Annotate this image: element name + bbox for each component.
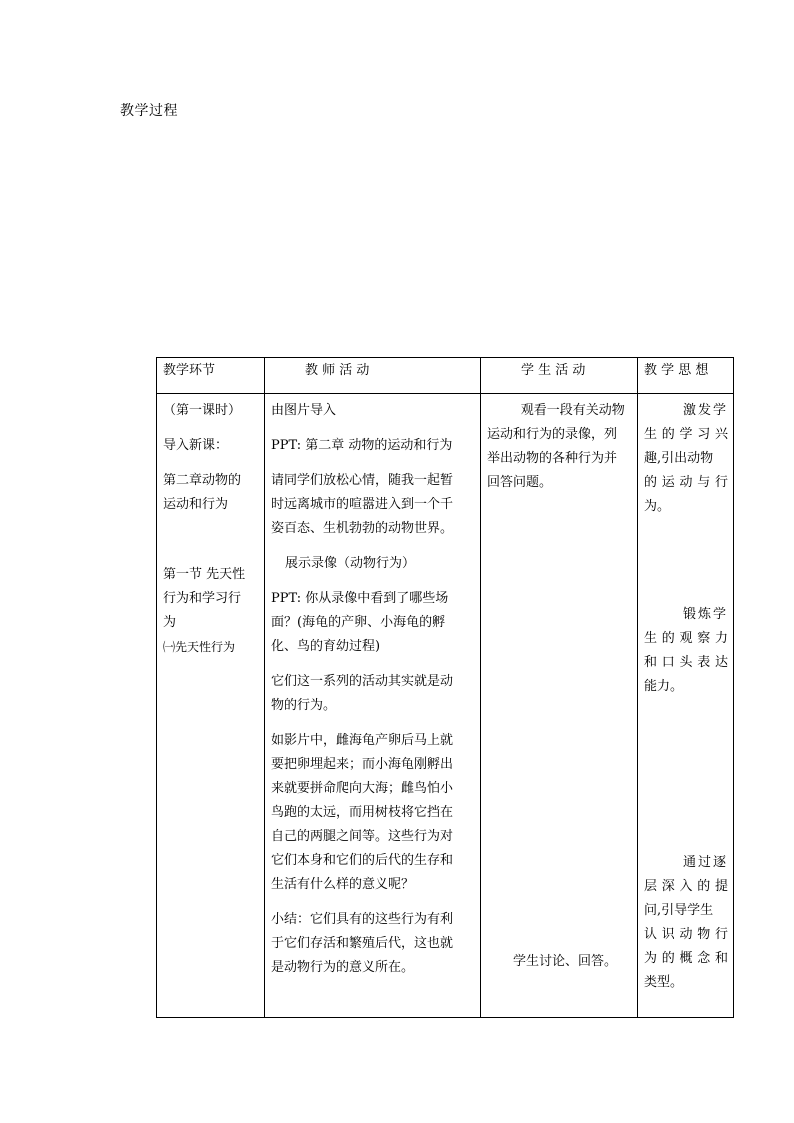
teacher-text-line: 化、鸟的育幼过程) <box>271 639 381 654</box>
teacher-text-line: 来就要拼命爬向大海；雌鸟怕小 <box>271 781 454 796</box>
idea-text-line: 和口头表达 <box>644 655 728 670</box>
teacher-text-line: 如影片中，雌海龟产卵后马上就 <box>271 733 454 748</box>
idea-text-line: 层深入的提 <box>644 879 728 894</box>
student-text-line: 举出动物的各种行为并 <box>487 451 618 466</box>
stage-section-line: 行为和学习行 <box>163 591 242 606</box>
teacher-text-line: 由图片导入 <box>271 403 337 418</box>
stage-chapter-line: 运动和行为 <box>163 497 229 512</box>
student-activity-cell <box>481 394 638 1018</box>
stage-chapter-line: 第二章动物的 <box>163 473 242 488</box>
idea-text-line: 激发学 <box>682 403 728 418</box>
stage-intro-label: 导入新课： <box>163 438 229 453</box>
teacher-text-line: 请同学们放松心情，随我一起暂 <box>271 473 454 488</box>
idea-text-line: 通过逐 <box>682 855 728 870</box>
student-text-line: 学生讨论、回答。 <box>513 954 618 969</box>
table-row <box>157 394 734 1018</box>
idea-text-line: 的运动与行 <box>644 475 728 490</box>
page-heading: 教学过程 <box>120 103 178 119</box>
idea-text-line: 能力。 <box>644 679 684 694</box>
teacher-text-line: 它们本身和它们的后代的生存和 <box>271 853 454 868</box>
teacher-text-line: 小结：它们具有的这些行为有利 <box>271 912 454 927</box>
teacher-text-line: 它们这一系列的活动其实就是动 <box>271 674 454 689</box>
idea-text-line: 类型。 <box>644 975 684 990</box>
teacher-text-line: 展示录像（动物行为） <box>285 556 416 571</box>
idea-text-line: 趣,引出动物 <box>644 451 714 466</box>
teaching-idea-cell <box>638 394 734 1018</box>
idea-text-line: 为的概念和 <box>644 951 728 966</box>
idea-text-line: 问,引导学生 <box>644 903 714 918</box>
table-header-row <box>157 358 734 394</box>
stage-section-line: 第一节 先天性 <box>163 567 246 582</box>
idea-text-line: 生的学习兴 <box>644 427 728 442</box>
teacher-text-line: PPT: 第二章 动物的运动和行为 <box>271 438 453 453</box>
teacher-text-line: 于它们存活和繁殖后代，这也就 <box>271 936 454 951</box>
teacher-text-line: 自己的两腿之间等。这些行为对 <box>271 829 454 844</box>
teacher-text-line: 时远离城市的喧嚣进入到一个千 <box>271 497 454 512</box>
stage-lesson-label: （第一课时） <box>163 403 242 418</box>
student-text-line: 观看一段有关动物 <box>520 403 625 418</box>
stage-subsection-label: ㈠先天性行为 <box>163 640 236 654</box>
teacher-text-line: 物的行为。 <box>271 698 337 713</box>
student-text-line: 运动和行为的录像，列 <box>487 427 618 442</box>
idea-text-line: 为。 <box>644 499 671 514</box>
student-text-line: 回答问题。 <box>487 475 553 490</box>
teacher-text-line: 鸟跑的太远，而用树枝将它挡在 <box>271 805 454 820</box>
teacher-text-line: 是动物行为的意义所在。 <box>271 960 415 975</box>
stage-cell <box>157 394 265 1018</box>
lesson-plan-table <box>156 357 734 1018</box>
teacher-text-line: 要把卵埋起来；而小海龟刚孵出 <box>271 757 454 772</box>
header-cell-idea: 教 学 思 想 <box>638 358 734 394</box>
teacher-activity-cell <box>265 394 481 1018</box>
header-cell-student: 学 生 活 动 <box>481 358 638 394</box>
stage-section-line: 为 <box>163 615 177 630</box>
idea-text-line: 锻炼学 <box>682 607 728 622</box>
teacher-text-line: PPT: 你从录像中看到了哪些场 <box>271 591 449 606</box>
header-cell-teacher: 教 师 活 动 <box>265 358 481 394</box>
header-cell-stage: 教学环节 <box>157 358 265 394</box>
teacher-text-line: 生活有什么样的意义呢？ <box>271 877 415 892</box>
teacher-text-line: 姿百态、生机勃勃的动物世界。 <box>271 521 454 536</box>
teacher-text-line: 面？(海龟的产卵、小海龟的孵 <box>271 615 446 630</box>
idea-text-line: 认识动物行 <box>644 927 728 942</box>
idea-text-line: 生的观察力 <box>644 631 728 646</box>
